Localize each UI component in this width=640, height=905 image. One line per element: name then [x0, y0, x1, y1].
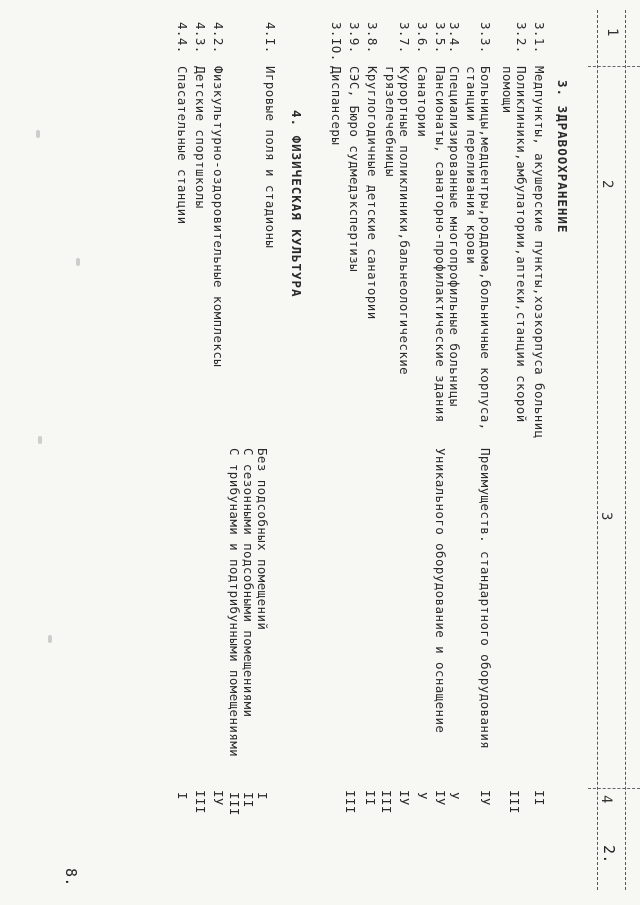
row-3-6-text: Санатории	[415, 66, 430, 138]
table-header-rule	[597, 10, 598, 890]
row-4-4-text: Спасательные станции	[175, 66, 190, 225]
row-3-1-category: II	[532, 790, 547, 806]
row-3-9-category: II	[363, 790, 378, 806]
row-4-1-note-3: С трибунами и подтрибунными помещениями	[227, 448, 242, 758]
row-4-1-number: 4.I.	[263, 22, 278, 54]
row-3-10-category: III	[343, 790, 358, 814]
row-4-3-text: Детские спортшколы	[193, 66, 208, 209]
section-3-heading: 3. ЗДРАВООХРАНЕНИЕ	[555, 80, 570, 234]
column-header-3: 3	[598, 512, 614, 521]
column-divider-1	[588, 66, 640, 67]
row-3-5-text: Пансионаты, санаторно-профилактические здания	[433, 66, 448, 423]
row-3-6-number: 3.6.	[415, 22, 430, 54]
row-3-6-category: У	[415, 792, 430, 800]
row-3-3-number: 3.3.	[478, 22, 493, 54]
row-3-2-text-line-2: помощи	[500, 66, 515, 114]
scan-mark	[38, 436, 42, 444]
row-3-8-category: III	[379, 790, 394, 814]
row-3-10-number: 3.IO.	[329, 22, 344, 62]
row-4-2-text: Физкультурно-оздоровительные комплексы	[211, 66, 226, 368]
row-3-5-category: IУ	[433, 790, 448, 806]
row-3-9-number: 3.9.	[347, 22, 362, 54]
column-header-1: 1	[604, 28, 620, 37]
row-3-4-number: 3.4.	[447, 22, 462, 54]
scan-mark	[36, 130, 40, 138]
column-divider-3	[588, 788, 640, 789]
row-4-3-category: III	[193, 790, 208, 814]
row-3-3-text-line-2: станции переливания крови	[464, 66, 479, 265]
row-4-4-number: 4.4.	[175, 22, 190, 54]
row-4-1-category-3: III	[227, 792, 242, 816]
column-header-4: 4	[598, 795, 614, 804]
row-4-1-text: Игровые поля и стадионы	[263, 66, 278, 249]
row-3-8-number: 3.8.	[365, 22, 380, 54]
row-3-5-number: 3.5.	[433, 22, 448, 54]
column-header-2: 2	[599, 180, 615, 189]
row-3-4-text: Специализированные многопрофильные больницы	[447, 66, 462, 407]
row-4-3-number: 4.3.	[193, 22, 208, 54]
row-4-2-category: IУ	[211, 790, 226, 806]
row-3-4-category: У	[447, 792, 462, 800]
row-3-5-note: Уникального оборудование и оснащение	[433, 448, 448, 734]
scan-mark	[76, 258, 80, 266]
row-3-9-text: СЭС, Бюро судмедэкспертизы	[347, 66, 362, 273]
row-3-8-text: Круглогодичные детские санатории	[365, 66, 380, 320]
row-3-3-text-line-1: Больницы,медцентры,роддома,больничные корпуса,	[478, 66, 493, 431]
section-4-heading: 4. ФИЗИЧЕСКАЯ КУЛЬТУРА	[289, 110, 304, 298]
row-3-2-text-line-1: Поликлиники,амбулатории,аптеки,станции скорой	[514, 66, 529, 423]
row-3-2-number: 3.2.	[514, 22, 529, 54]
table-top-rule	[625, 10, 626, 890]
row-4-4-category: I	[175, 792, 190, 800]
footer-page-number: 8.	[62, 868, 80, 887]
row-3-7-text-line-2: грязелечебницы	[383, 66, 398, 177]
row-4-1-category-2: II	[241, 792, 256, 808]
row-3-7-number: 3.7.	[397, 22, 412, 54]
page-number: 2.	[600, 845, 618, 864]
row-4-1-category-1: I	[255, 792, 270, 800]
row-3-3-category: IУ	[478, 790, 493, 806]
row-3-10-text: Диспансеры	[329, 66, 344, 146]
row-3-1-number: 3.1.	[532, 22, 547, 54]
row-3-2-category: III	[507, 790, 522, 814]
row-3-3-note: Преимуществ. стандартного оборудования	[478, 448, 493, 750]
row-3-1-text: Медпункты, акушерские пункты,хозкорпуса больниц	[532, 66, 547, 439]
scan-mark	[48, 635, 52, 643]
row-3-7-category: IУ	[397, 790, 412, 806]
row-4-2-number: 4.2.	[211, 22, 226, 54]
row-4-1-note-2: С сезонными подсобными помещениями	[241, 448, 256, 718]
row-4-1-note-1: Без подсобных помещений	[255, 448, 270, 631]
row-3-7-text-line-1: Курортные поликлиники,бальнеологические	[397, 66, 412, 376]
